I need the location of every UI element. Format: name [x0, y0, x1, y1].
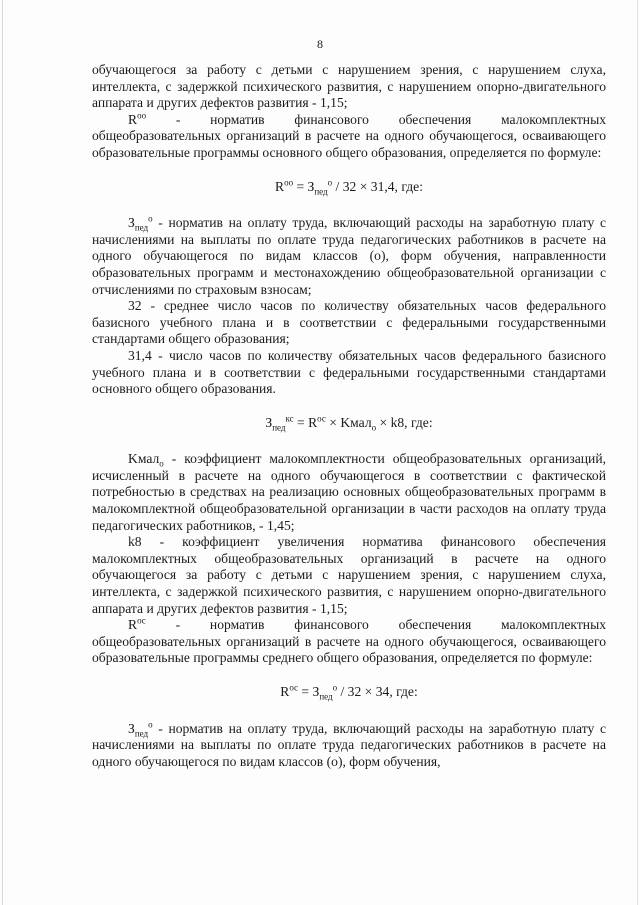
paragraph-roc-definition [92, 617, 606, 667]
symbol-sub: о [159, 459, 164, 469]
formula-lhs-sup: оо [284, 177, 294, 188]
paragraph-text: - норматив финансового обеспечения малокомплектных общеобразовательных организаций в расчете на одного обучающегося, осваивающего образовательные программы среднего общего образования, определяется по формуле: [92, 617, 606, 666]
page-edge-left [2, 0, 3, 905]
paragraph-32-definition: 32 - среднее число часов по количеству обязательных часов федерального базисного учебного плана и в соответствии с федеральными государственными стандартами общего образования; [92, 298, 606, 347]
paragraph-kmal-definition [92, 451, 606, 534]
paragraph-roo-definition [92, 112, 606, 162]
paragraph-continuation: обучающегося за работу с детьми с нарушением зрения, с нарушением слуха, интеллекта, с задержкой психического развития, с нарушением опорно-двигательного аппарата и других дефектов развития - 1,15; [92, 62, 606, 111]
formula-r-sup: ос [317, 413, 326, 424]
symbol-z: З [128, 720, 135, 736]
formula-sup: о [327, 177, 333, 188]
symbol-kmal: Kмал [128, 451, 160, 467]
page-number: 8 [317, 37, 323, 51]
formula-lhs-sub: пед [272, 422, 286, 433]
symbol-sub: пед [134, 222, 149, 233]
formula-eq: = З [298, 684, 320, 699]
symbol-z: З [128, 215, 135, 231]
page-edge-right [637, 0, 638, 905]
symbol-r: R [128, 111, 138, 127]
paragraph-text: - норматив на оплату труда, включающий расходы на заработную плату с начислениями на выплаты по оплате труда педагогических работников в расчете на одного обучающегося по видам классов (о), форм обучения, направленности образовательных программ и местонахождению общеобразовательной организации с отчислениями по страховым взносам; [92, 215, 606, 297]
formula-sup: о [332, 682, 338, 693]
symbol-sup: ос [137, 615, 146, 626]
symbol-sup: о [148, 719, 153, 730]
formula-rest: / 32 × 31,4, где: [332, 178, 423, 194]
formula-roc [92, 684, 606, 701]
formula-zped-kc [92, 415, 606, 432]
paragraph-zped-definition-2 [92, 721, 606, 771]
formula-sub: пед [319, 691, 333, 702]
paragraph-zped-definition [92, 215, 606, 298]
formula-rest: / 32 × 34, где: [337, 684, 418, 699]
document-body [92, 62, 606, 770]
symbol-sub: пед [134, 728, 149, 739]
formula-lhs: R [280, 684, 290, 699]
formula-eq: = R [293, 414, 318, 430]
formula-lhs: R [275, 178, 285, 194]
formula-lhs-sup: кс [285, 413, 294, 424]
formula-mid: × Kмал [325, 414, 372, 430]
symbol-r: R [128, 617, 138, 633]
symbol-sup: оо [137, 110, 147, 121]
formula-lhs: З [265, 414, 273, 430]
paragraph-text: - норматив финансового обеспечения малокомплектных общеобразовательных организаций в расчете на одного обучающегося, осваивающего образовательные программы основного общего образования, определяется по формуле: [92, 111, 606, 160]
formula-rest: × k8, где: [376, 414, 433, 430]
formula-sub: пед [314, 186, 328, 197]
formula-kmal-sub: о [371, 422, 377, 433]
formula-roo [92, 179, 606, 196]
paragraph-314-definition: 31,4 - число часов по количеству обязательных часов федерального базисного учебного плана и в соответствии с федеральными государственными стандартами основного общего образования. [92, 347, 606, 397]
paragraph-text: - коэффициент малокомплектности общеобразовательных организаций, исчисленный в расчете на одного обучающегося в соответствии с фактической потребностью в средствах на реализацию основных общеобразовательных программ в малокомплектной общеобразовательной организации в части расходов на оплату труда педагогических работников, - 1,45; [92, 451, 606, 533]
paragraph-text: - норматив на оплату труда, включающий расходы на заработную плату с начислениями на выплаты по оплате труда педагогических работников в расчете на одного обучающегося по видам классов (о), форм обучения, [92, 720, 606, 769]
paragraph-k8-definition: k8 - коэффициент увеличения норматива финансового обеспечения малокомплектных общеобразовательных организаций в расчете на одного обучающегося за работу с детьми с нарушением зрения, с нарушением слуха, интеллекта, с задержкой психического развития, с нарушением опорно-двигательного аппарата и других дефектов развития - 1,15; [92, 534, 606, 616]
symbol-sup: о [148, 213, 153, 224]
formula-eq: = З [293, 178, 315, 194]
formula-lhs-sup: ос [289, 682, 299, 693]
